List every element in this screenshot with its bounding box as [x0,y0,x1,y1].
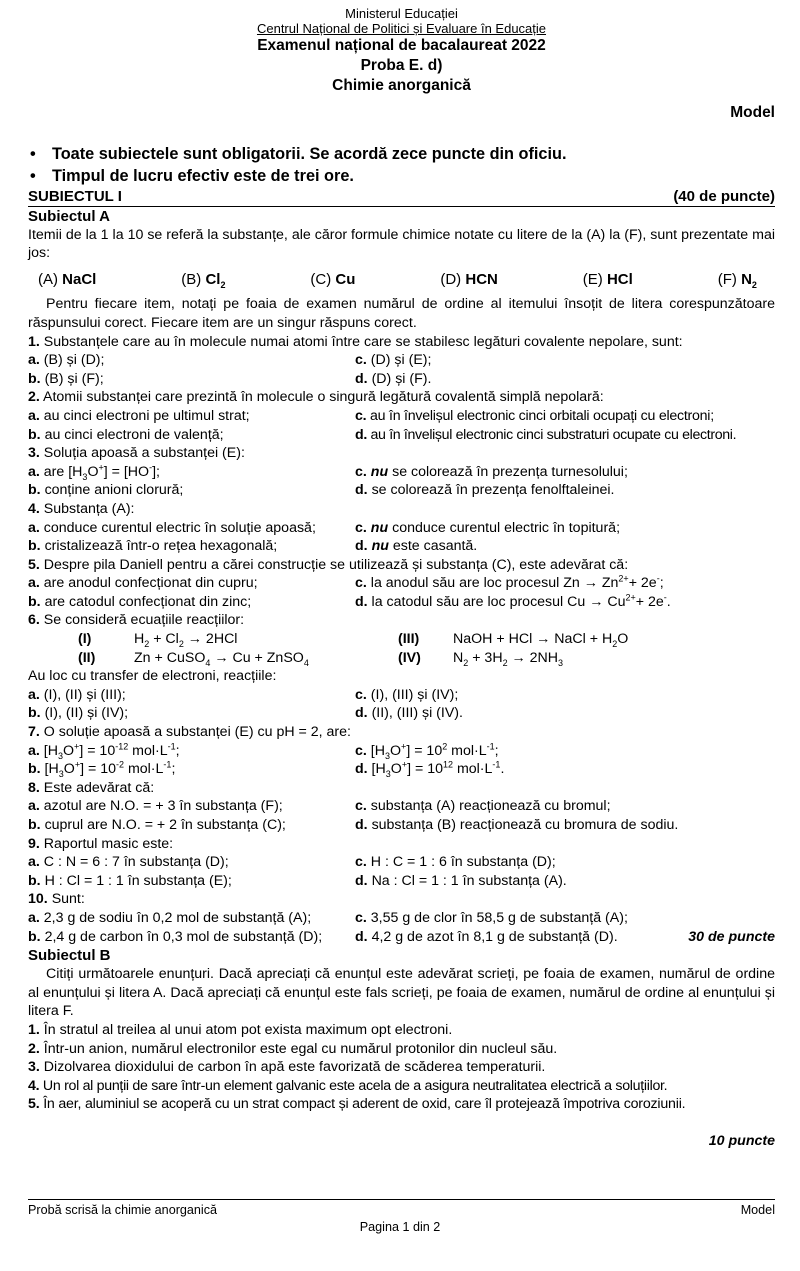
substance-f: $N_2$ [741,270,757,290]
question-9: 9. Raportul masic este: [28,835,174,852]
statement-5: 5. În aer, aluminiul se acoperă cu un strat compact și aderent de oxid, care îl protejează împotriva coroziunii. [28,1096,686,1113]
bullet-mandatory: Toate subiectele sunt obligatorii. Se acordă zece puncte din oficiu. [52,144,567,163]
instructions-list: • Toate subiectele sunt obligatorii. Se acordă zece puncte din oficiu. • Timpul de lucru efectiv este de trei ore. [30,144,567,185]
page-number: Pagina 1 din 2 [359,1220,441,1234]
subiectul-1-heading: SUBIECTUL I (40 de puncte) [28,187,775,205]
question-9-options: a. C : N = 6 : 7 în substanța (D); c. H : C = 1 : 6 în substanța (D); b. H : Cl = 1 : 1 în substanța (E); d. Na : Cl = 1 : 1 în substanța (A). [28,854,567,889]
center-name: Centrul Național de Politici și Evaluare în Educație [256,21,547,36]
question-2-options: a. au cinci electroni pe ultimul strat; c. au în învelișul electronic cinci orbitali ocupați cu electroni; b. au cinci electroni de valență; d. au în învelișul electronic cinci substraturi ocupate cu electroni. [28,407,737,443]
question-7-options: a. $[H_3O^+] = 10^{-12}$ $mol\cdot L^{-1}$; c. $[H_3O^+] = 10^2$ $mol\cdot L^{-1}$; b. $[H_3O^+] = 10^{-2}$ $mol\cdot L^{-1}$; d. $[H_3O^+] = 10^{12}$ $mol\cdot L^{-1}$. [28,740,505,780]
question-3: 3. Soluția apoasă a substanței (E): [28,445,245,462]
question-5: 5. Despre pila Daniell pentru a cărei construcție se utilizează și substanța (C), este adevărat că: [28,556,629,573]
question-6-lead: Au loc cu transfer de electroni, reacțiile: [28,668,277,685]
question-5-options: a. are anodul confecționat din cupru; c. la anodul său are loc procesul $Zn \to Zn^{2+}+ 2e^-$; b. are catodul confecționat din zinc; d. la catodul său are loc procesul $Cu \to Cu^{2+}+ 2e^-$. [28,573,671,610]
exam-page [28,0,775,1151]
exam-title: Examenul național de bacalaureat 2022 [257,37,546,54]
substance-a: NaCl [62,270,97,288]
question-10-options: a. 2,3 g de sodiu în 0,2 mol de substanță (A); c. 3,55 g de clor în 58,5 g de substanță (A); b. 2,4 g de carbon în 0,3 mol de substanță (D); d. 4,2 g de azot în 8,1 g de substanță (D). 30 de puncte [28,909,775,945]
question-10: 10. Sunt: [28,891,85,908]
statement-3: 3. Dizolvarea dioxidului de carbon în apă este favorizată de scăderea temperaturii. [28,1059,546,1076]
subiectul-a-title: Subiectul A [28,207,110,225]
question-6: 6. Se consideră ecuațiile reacțiilor: [28,612,245,629]
statement-1: 1. În stratul al treilea al unui atom pot exista maximum opt electroni. [28,1021,453,1038]
question-4-options: a. conduce curentul electric în soluție apoasă; c. nu conduce curentul electric în topitură; b. cristalizează într-o rețea hexagonală; d. nu este casantă. [28,519,621,555]
subiectul-b-points: 10 puncte [708,1132,775,1149]
question-1-options: a. (B) și (D); c. (D) și (E); b. (B) și (F); d. (D) și (F). [28,352,432,387]
substance-b: $Cl_2$ [205,270,226,290]
substance-d: HCN [465,270,498,288]
substance-c: Cu [335,270,356,288]
bullet-time: Timpul de lucru efectiv este de trei ore. [52,166,354,185]
question-6-equations: (I) $H_2 + Cl_2 \to 2HCl$ (III) NaOH + HCl → NaCl + $H_2O$ (II) Zn + CuSO$_4$ → Cu + ZnSO$_4$ (IV) $N_2 + 3H_2 \to 2NH_3$ [78,631,629,668]
question-1: 1. Substanțele care au în molecule numai atomi între care se stabilesc legături covalente nepolare, sunt: [28,333,683,350]
footer-right: Model [740,1203,775,1217]
subiectul-a-instructions: Pentru fiecare item, notați pe foaia de examen numărul de ordine al itemului însoțit de litera corespunzătoare răspunsului corect. Fiecare item are un singur răspuns corect. [28,296,775,331]
subiectul-b-title: Subiectul B [28,947,111,965]
question-8: 8. Este adevărat că: [28,779,155,796]
ministry-name: Ministerul Educației [345,6,458,21]
model-label: Model [730,104,775,121]
substance-e: HCl [606,270,633,288]
subiectul-a-points: 30 de puncte [688,928,775,945]
question-7: 7. O soluție apoasă a substanței (E) cu pH = 2, are: [28,724,351,741]
statement-4: 4. Un rol al punții de sare într-un element galvanic este acela de a asigura neutralitatea electrică a soluțiilor. [28,1077,668,1094]
subiectul-b-instructions: Citiți următoarele enunțuri. Dacă apreciați că enunțul este adevărat scrieți, pe foaia de examen, numărul de ordine al enunțului și litera A. Dacă apreciați că enunțul este fals scrieți, pe foaia de examen, numărul de ordine al enunțului și litera F. [28,966,775,1020]
question-8-options: a. azotul are N.O. = + 3 în substanța (F); c. substanța (A) reacționează cu bromul; b. cuprul are N.O. = + 2 în substanța (C); d. substanța (B) reacționează cu bromura de sodiu. [28,798,679,833]
subiectul-a-intro: Itemii de la 1 la 10 se referă la substanțe, ale căror formule chimice notate cu litere de la (A) la (F), sunt prezentate mai jos: [28,226,775,262]
question-4: 4. Substanța (A): [28,500,135,517]
statement-2: 2. Într-un anion, numărul electronilor este egal cu numărul protonilor din nucleul său. [28,1040,558,1057]
question-6-options: a. (I), (II) și (III); c. (I), (III) și (IV); b. (I), (II) și (IV); d. (II), (III) și (IV). [28,686,463,722]
page-footer [28,1199,775,1218]
subject-title: Chimie anorganică [332,77,471,94]
question-2: 2. Atomii substanței care prezintă în molecule o singură legătură covalentă simplă nepolară: [28,389,604,406]
substances-row: (A) NaCl (B) $Cl_2$ (C) Cu (D) HCN (E) HCl (F) $N_2$ [38,270,757,290]
footer-left: Probă scrisă la chimie anorganică [28,1203,217,1217]
question-3-options: a. are $[H_3O^+] = [HO^-]$; c. nu se colorează în prezența turnesolului; b. conține anioni clorură; d. se colorează în prezența fenolftaleinei. [28,461,628,499]
proba-title: Proba E. d) [360,57,443,74]
